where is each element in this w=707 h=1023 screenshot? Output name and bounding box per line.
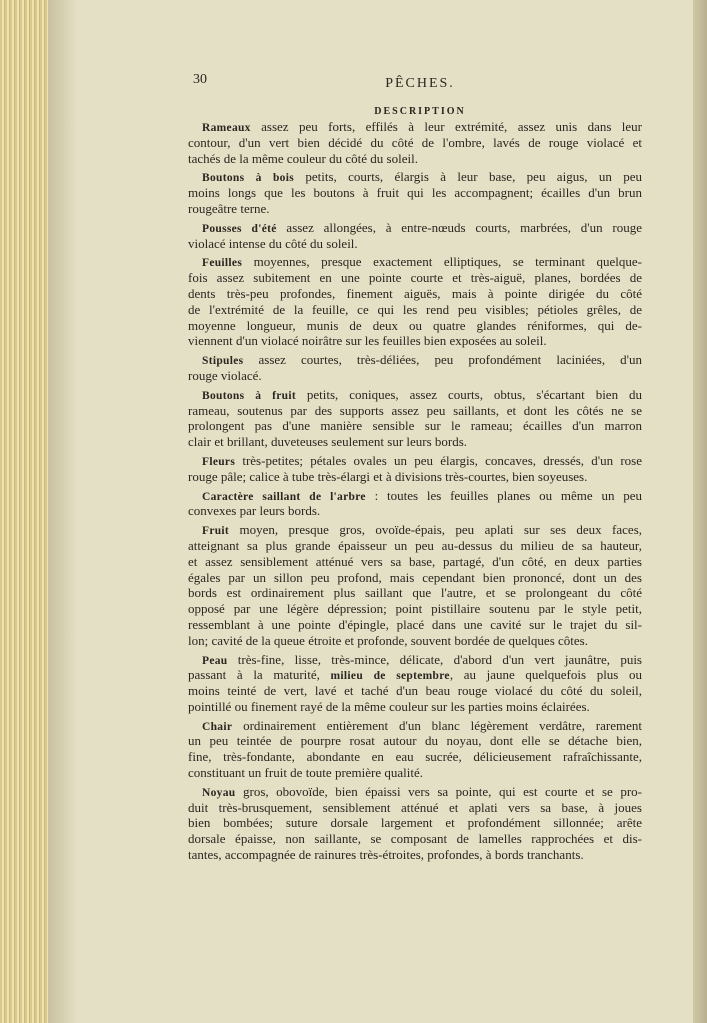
text-line [188,286,642,302]
line-text: rameau, soutenus par des supports assez peu saillants, et dont les côtés ne se [188,402,642,418]
gutter-shadow [48,0,78,1023]
text-line [188,119,642,135]
line-text: convexes par leurs bords. [188,503,321,519]
running-head: PÊCHES. [385,76,455,91]
paragraph [188,169,642,216]
text-line [188,554,642,570]
paragraph [188,488,642,520]
paragraph-lead: Feuilles [202,257,243,270]
paragraph [188,220,642,252]
text-line [188,220,642,236]
page-number: 30 [193,72,207,87]
line-text: lon; cavité de la queue étroite et profonde, souvent bordée de quelques côtes. [188,632,588,648]
line-text: assez peu forts, effilés à leur extrémité, assez unis dans leur [261,119,642,134]
text-line [188,784,642,800]
text-line [188,749,642,765]
line-text: de l'extrémité de la feuille, ce qui les rend peu visibles; pétioles grêles, de [188,301,642,317]
line-text: prolongent pas d'une manière sensible sur le rameau; écailles d'un marron [188,418,642,434]
paragraph [188,784,642,863]
line-text: moyennes, presque exactement elliptiques, se terminant quelque- [253,254,642,270]
line-text: opposé par une légère dépression; point pistillaire soutenu par le style petit, [188,601,642,617]
body-text [188,119,642,866]
text-line [188,733,642,749]
paragraph-lead: Peau [202,654,228,667]
line-text: rouge violacé. [188,367,262,383]
text-line [188,699,642,715]
text-line [188,652,642,668]
line-text: assez courtes, très-déliées, peu profondément laciniées, d'un [258,352,642,368]
line-text: moyenne longueur, munis de deux ou quatre glandes réniformes, qui de- [188,317,642,333]
line-text: , au jaune quelquefois plus ou [449,667,642,683]
text-line [188,333,642,349]
text-line [188,585,642,601]
text-line [188,503,642,519]
line-text: viennent d'un violacé noirâtre sur les feuilles bien exposées au soleil. [188,333,547,349]
paragraph-lead: Noyau [202,786,236,799]
line-text: violacé intense du côté du soleil. [188,235,358,251]
paragraph-lead: Caractère saillant de l'arbre [202,490,366,503]
text-line [188,185,642,201]
line-text: ordinairement entièrement d'un blanc légèrement verdâtre, rarement [243,717,642,733]
paragraph-lead: Chair [202,720,233,733]
text-line [188,318,642,334]
line-text: fois assez subitement en une pointe courte et très-aiguë, planes, bordées de [188,270,642,286]
text-line [188,434,642,450]
right-page-edge [693,0,707,1023]
line-text: moins teinté de vert, lavé et taché d'un beau rouge violacé du côté du soleil, [188,683,642,699]
text-line [188,403,642,419]
line-text: et assez sensiblement atténué vers sa base, partagé, d'un côté, en deux parties [188,553,642,569]
paragraph [188,652,642,715]
line-text: égales par un sillon peu profond, mais cependant bien prononcé, dont un des [188,569,642,585]
line-text: passant à la maturité, [188,667,320,683]
line-text: petits, coniques, assez courts, obtus, s'écartant bien du [306,386,642,402]
paragraph-lead: Rameaux [202,122,251,134]
text-line [188,254,642,270]
line-text: constituant un fruit de toute première qualité. [188,765,424,781]
paragraph-lead: Boutons à fruit [202,389,296,402]
line-text: tantes, accompagnée de rainures très-étroites, profondes, à bords tranchants. [188,847,584,863]
line-text: très-fine, lisse, très-mince, délicate, d'abord d'un vert jaunâtre, puis [237,651,642,667]
text-line [188,270,642,286]
text-line [188,169,642,185]
line-text: bords est ordinairement plus saillant que l'autre, et se prolongeant du côté [188,585,642,601]
text-line [188,201,642,217]
line-text: dorsale épaisse, non saillante, se composant de lamelles rapprochées et dis- [188,831,642,847]
line-text: dents très-peu profondes, finement aiguës, mais à pointe dirigée du côté [188,285,642,301]
line-text: gros, obovoïde, bien épaissi vers sa pointe, qui est courte et se pro- [242,783,642,799]
line-text: clair et brillant, duveteuses seulement sur leurs bords. [188,434,468,450]
line-text: bien bombées; suture dorsale largement et profondément sillonnée; arête [188,815,642,831]
paragraph-lead: Fleurs [202,455,236,468]
text-line [188,538,642,554]
text-line [188,368,642,384]
text-line [188,522,642,538]
paragraph [188,352,642,384]
paragraph [188,119,642,166]
line-text: moyen, presque gros, ovoïde-épais, peu aplati sur ses deux faces, [239,522,642,538]
text-line [188,800,642,816]
line-text: pointillé ou finement rayé de la même couleur sur les parties moins éclairées. [188,698,590,714]
text-line [188,469,642,485]
paragraph-lead: Boutons à bois [202,172,294,185]
line-text: ressemblant à une pointe d'épingle, placé dans une cavité sur le trajet du sil- [188,616,642,632]
text-line [188,488,642,504]
text-line [188,815,642,831]
text-line [188,667,642,683]
line-text: petits, courts, élargis à leur base, peu aigus, un peu [305,169,642,185]
text-line [188,418,642,434]
paragraph [188,387,642,450]
text-line [188,617,642,633]
line-text: : toutes les feuilles planes ou même un peu [374,487,642,503]
page-stack-edge [0,0,48,1023]
line-text: tachés de la même couleur du côté du soleil. [188,150,418,166]
text-line [188,387,642,403]
text-line [188,151,642,167]
line-text: rouge pâle; calice à tube très-élargi et à divisions très-courtes, bien soyeuses. [188,468,588,484]
line-text: contour, d'un vert bien décidé du côté de l'ombre, lavés de rouge violacé et [188,134,642,150]
text-line [188,765,642,781]
paragraph-lead: Pousses d'été [202,222,277,235]
line-text: atteignant sa plus grande épaisseur un peu au-dessus du milieu de sa hauteur, [188,537,642,553]
line-text: assez allongées, à entre-nœuds courts, marbrées, d'un rouge [286,219,642,235]
text-line [188,352,642,368]
paragraph-lead: Stipules [202,355,244,368]
text-line [188,831,642,847]
text-line [188,601,642,617]
text-line [188,633,642,649]
section-heading: DESCRIPTION [374,106,466,117]
line-text: très-petites; pétales ovales un peu élargis, concaves, dressés, d'un rose [242,452,642,468]
paragraph-lead: Fruit [202,525,230,538]
text-line [188,302,642,318]
paragraph [188,453,642,485]
line-text: un peu teintée de pourpre rosat autour du noyau, dont elle se détache bien, [188,733,642,749]
text-line [188,718,642,734]
text-line [188,236,642,252]
text-line [188,683,642,699]
paragraph [188,254,642,349]
text-line [188,453,642,469]
inline-emphasis: milieu de septembre [330,670,450,683]
paragraph [188,718,642,781]
line-text: rougeâtre terne. [188,200,270,216]
text-line [188,847,642,863]
line-text: fine, très-fondante, abondante en eau sucrée, délicieusement rafraîchissante, [188,749,642,765]
text-line [188,135,642,151]
line-text: duit très-brusquement, sensiblement atténué et aplati vers sa base, à joues [188,799,642,815]
paragraph [188,522,642,648]
text-line [188,570,642,586]
line-text: moins longs que les boutons à fruit qui les accompagnent; écailles d'un brun [188,185,642,201]
